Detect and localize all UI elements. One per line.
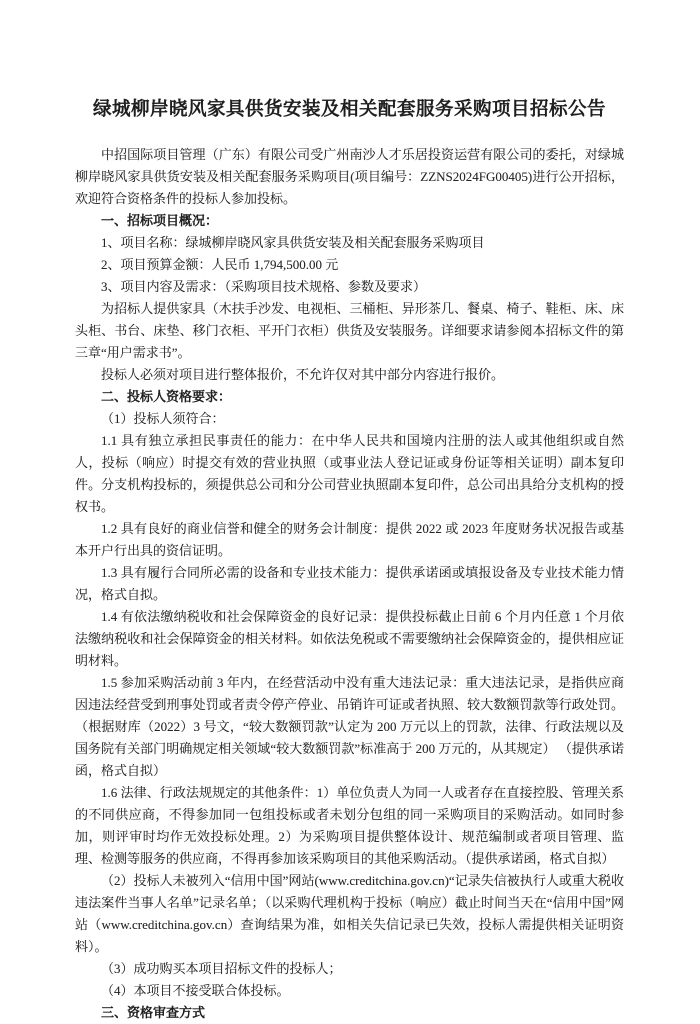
qualification-item-1-5: 1.5 参加采购活动前 3 年内，在经营活动中没有重大违法记录：重大违法记录，是指供应商因违法经营受到刑事处罚或者责令停产停业、吊销许可证或者执照、较大数额罚款等行政处罚。（根据财库（2022）3 号文，“较大数额罚款”认定为 200 万元以上的罚款，法律、行政法规以及国务院有关部门明确规定相关领域“较大数额罚款”标准高于 200 万元的，从其规定） （提供承诺函，格式自拟） (75, 675, 624, 778)
project-name-line: 1、项目名称：绿城柳岸晓风家具供货安装及相关配套服务采购项目 (101, 235, 485, 250)
qualification-item-1-1: 1.1 具有独立承担民事责任的能力：在中华人民共和国境内注册的法人或其他组织或自然人，投标（响应）时提交有效的营业执照（或事业法人登记证或身份证等相关证明）副本复印件。分支机构投标的，须提供总公司和分公司营业执照副本复印件，总公司出具给分支机构的授权书。 (75, 433, 624, 514)
qualification-item-1-3: 1.3 具有履行合同所必需的设备和专业技术能力：提供承诺函或填报设备及专业技术能力情况，格式自拟。 (75, 565, 624, 602)
furniture-detail-paragraph: 为招标人提供家具（木扶手沙发、电视柜、三桶柜、异形茶几、餐桌、椅子、鞋柜、床、床头柜、书台、床垫、移门衣柜、平开门衣柜）供货及安装服务。详细要求请参阅本招标文件的第三章“用户需求书”。 (75, 301, 624, 360)
section-overview-heading: 一、招标项目概况： (101, 213, 219, 228)
section-qualification-heading: 二、投标人资格要求： (101, 389, 232, 404)
qualification-purchase-item: （3）成功购买本项目招标文件的投标人； (101, 961, 342, 976)
section-review-heading: 三、资格审查方式 (101, 1005, 206, 1020)
document-title: 绿城柳岸晓风家具供货安装及相关配套服务采购项目招标公告 (92, 100, 606, 120)
whole-price-note: 投标人必须对项目进行整体报价，不允许仅对其中部分内容进行报价。 (101, 367, 505, 382)
intro-paragraph: 中招国际项目管理（广东）有限公司受广州南沙人才乐居投资运营有限公司的委托，对绿城柳岸晓风家具供货安装及相关配套服务采购项目(项目编号：ZZNS2024FG00405)进行公开招标，欢迎符合资格条件的投标人参加投标。 (75, 147, 624, 206)
qualification-item-1-6: 1.6 法律、行政法规规定的其他条件：1）单位负责人为同一人或者存在直接控股、管理关系的不同供应商，不得参加同一包组投标或者未划分包组的同一采购项目的采购活动。如同时参加，则评审时均作无效投标处理。2）为采购项目提供整体设计、规范编制或者项目管理、监理、检测等服务的供应商，不得再参加该采购项目的其他采购活动。（提供承诺函，格式自拟） (75, 785, 624, 866)
qualification-item-1-4: 1.4 有依法缴纳税收和社会保障资金的良好记录：提供投标截止日前 6 个月内任意 1 个月依法缴纳税收和社会保障资金的相关材料。如依法免税或不需要缴纳社会保障资金的，提供相应证明材料。 (75, 609, 624, 668)
qualification-credit-item: （2）投标人未被列入“信用中国”网站(www.creditchina.gov.cn)“记录失信被执行人或重大税收违法案件当事人名单”记录名单；（以采购代理机构于投标（响应）截止时间当天在“信用中国”网站（www.creditchina.gov.cn）查询结果为准，如相关失信记录已失效，投标人需提供相关证明资料）。 (75, 873, 624, 954)
qualification-item-1-2: 1.2 具有良好的商业信誉和健全的财务会计制度：提供 2022 或 2023 年度财务状况报告或基本开户行出具的资信证明。 (75, 521, 624, 558)
qualification-intro-line: （1）投标人须符合： (101, 411, 225, 426)
project-budget-line: 2、项目预算金额：人民币 1,794,500.00 元 (101, 257, 339, 272)
project-content-line: 3、项目内容及需求：（采购项目技术规格、参数及要求） (101, 279, 427, 294)
qualification-consortium-item: （4）本项目不接受联合体投标。 (101, 983, 290, 998)
